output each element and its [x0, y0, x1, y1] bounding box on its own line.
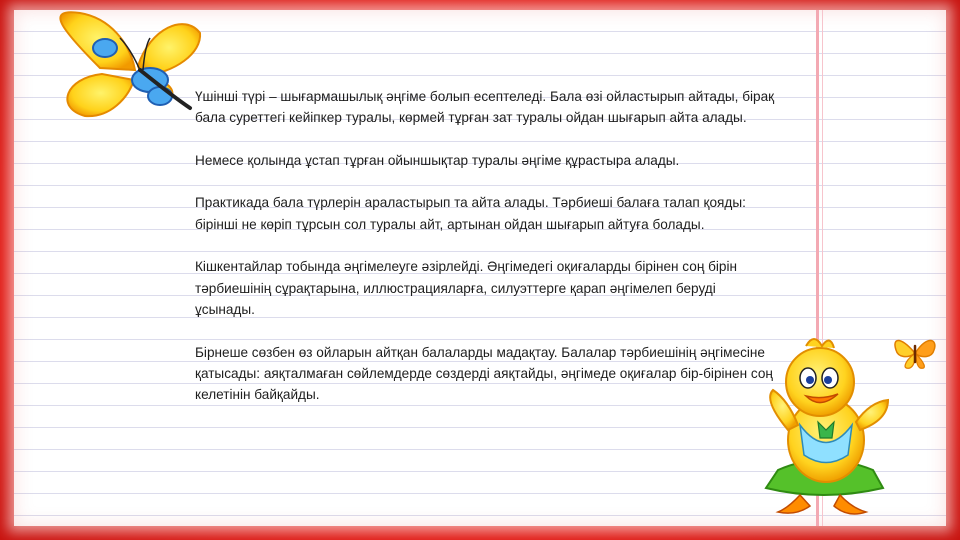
paragraph-2: Немесе қолында ұстап тұрған ойыншықтар туралы әңгіме құрастыра алады. [195, 152, 680, 168]
paragraph-1: Үшінші түрі – шығармашылық әңгіме болып есептеледі. Бала өзі ойластырып айтады, бірақ бала суреттегі кейіпкер туралы, көрмей тұрған зат туралы ойдан шығарып айта алады. [195, 89, 775, 126]
paragraph-5: Бірнеше сөзбен өз ойларын айтқан балаларды мадақтау. Балалар тәрбиешінің әңгімесіне қатысады: аяқталмаған сөйлемдерде сөздерді аяқтайды, әңгімеде оқиғалар бір-бірінен соң келетінін байқайды. [195, 344, 773, 403]
body-text [195, 86, 775, 427]
butterfly-icon [40, 8, 205, 126]
paragraph-3: Практикада бала түрлерін араластырып та айта алады. Тәрбиеші балаға талап қояды: бірінші не көріп тұрсын сол туралы айт, артынан ойдан шығарып айтуға болады. [195, 195, 746, 232]
paragraph-4: Кішкентайлар тобында әңгімелеуге әзірлейді. Әңгімедегі оқиғаларды бірінен соң бірін тәрбиешінің сұрақтарына, иллюстрацияларға, силуэттерге қарап әңгімелеп беруді ұсынады. [195, 259, 737, 317]
